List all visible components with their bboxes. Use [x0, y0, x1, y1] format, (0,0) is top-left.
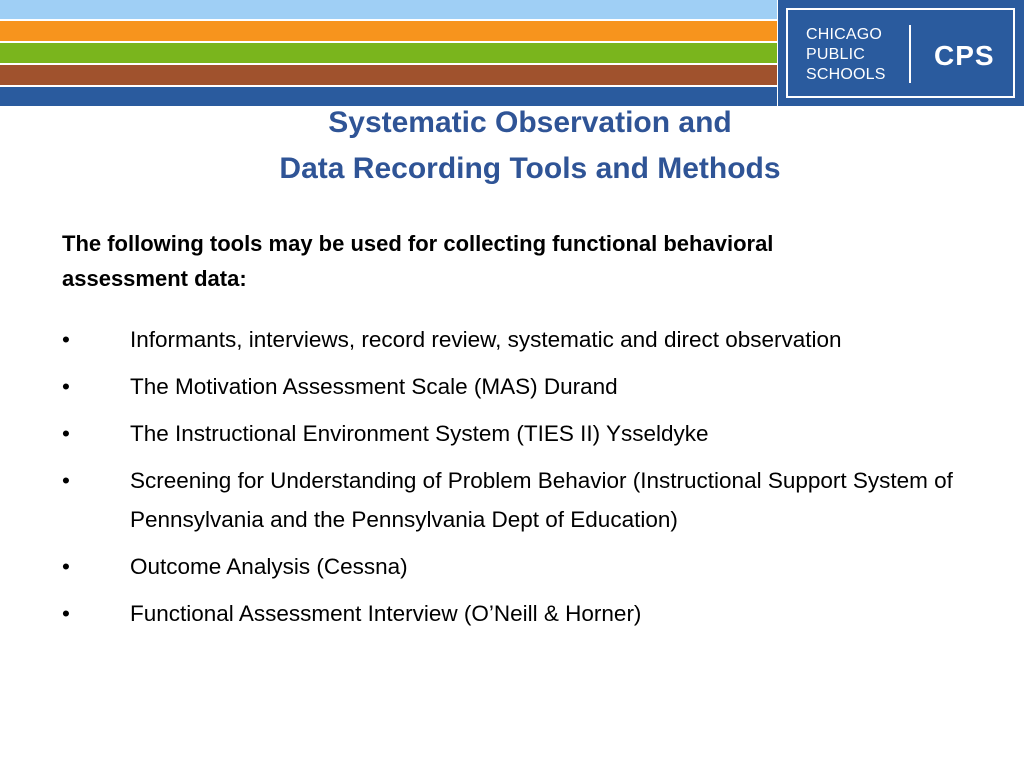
list-item — [62, 320, 962, 359]
logo-line-chicago: CHICAGO — [806, 26, 883, 43]
slide-title — [40, 100, 1020, 192]
list-item — [62, 594, 962, 633]
list-item — [62, 547, 962, 586]
title-line-2: Data Recording Tools and Methods — [279, 152, 781, 185]
intro-text: The following tools may be used for collecting functional behavioral assessment data: — [62, 231, 774, 291]
stripe-light-blue — [0, 0, 777, 19]
bullet-icon: • — [62, 554, 70, 579]
list-item-text: The Instructional Environment System (TIES II) Ysseldyke — [130, 421, 709, 446]
list-item-text: Screening for Understanding of Problem Behavior (Instructional Support System of Pennsylvania and the Pennsylvania Dept of Education) — [130, 468, 953, 532]
stripe-orange — [0, 21, 777, 41]
header-stripes — [0, 0, 777, 106]
list-item-text: Outcome Analysis (Cessna) — [130, 554, 408, 579]
logo-abbreviation: CPS — [934, 40, 995, 71]
title-line-1: Systematic Observation and — [328, 106, 732, 139]
tools-list — [62, 320, 962, 641]
logo-wordmark — [806, 25, 886, 85]
list-item-text: Functional Assessment Interview (O’Neill & Horner) — [130, 601, 642, 626]
logo-line-public: PUBLIC — [806, 46, 865, 63]
bullet-icon: • — [62, 468, 70, 493]
bullet-icon: • — [62, 421, 70, 446]
logo-divider — [909, 25, 911, 83]
list-item — [62, 414, 962, 453]
logo-line-schools: SCHOOLS — [806, 66, 886, 83]
stripe-green — [0, 43, 777, 63]
logo-frame — [786, 8, 1015, 98]
stripe-brown — [0, 65, 777, 85]
bullet-icon: • — [62, 601, 70, 626]
bullet-icon: • — [62, 374, 70, 399]
list-item-text: Informants, interviews, record review, systematic and direct observation — [130, 327, 842, 352]
list-item — [62, 461, 962, 539]
cps-logo — [778, 0, 1024, 106]
list-item — [62, 367, 962, 406]
bullet-icon: • — [62, 327, 70, 352]
list-item-text: The Motivation Assessment Scale (MAS) Durand — [130, 374, 618, 399]
